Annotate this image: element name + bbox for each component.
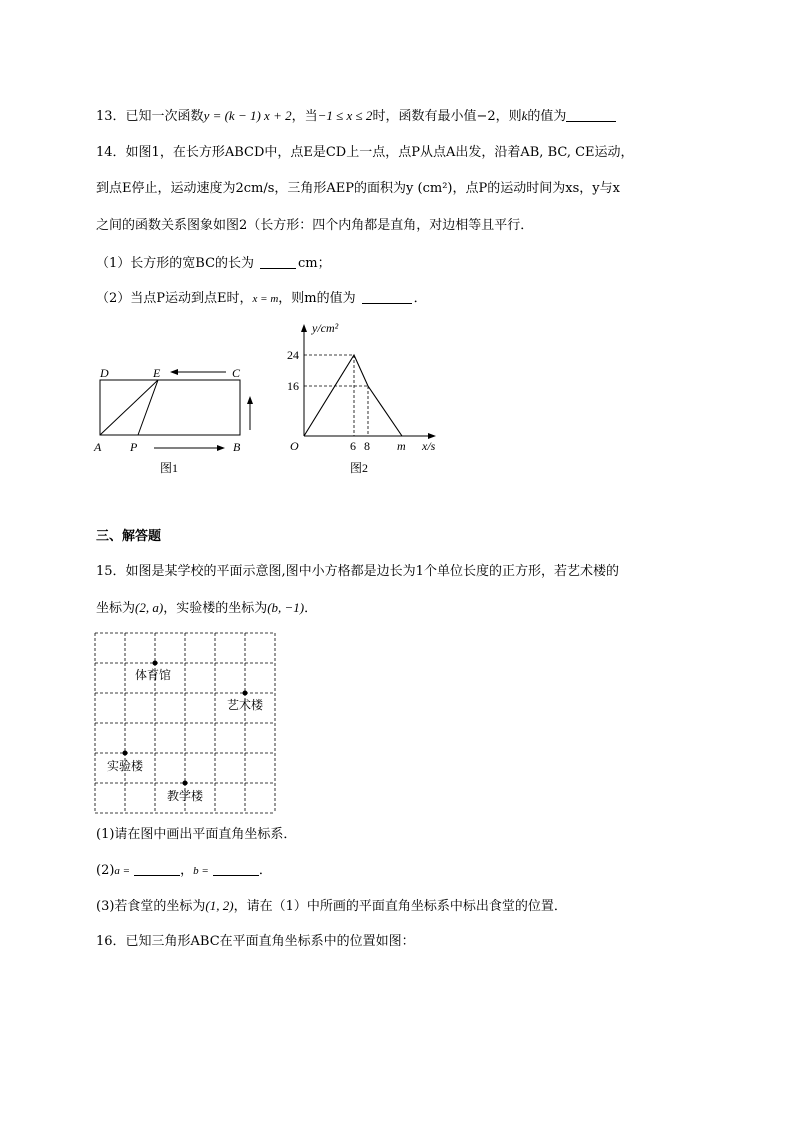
q15-sub3-text-b: ，请在（1）中所画的平面直角坐标系中标出食堂的位置． (233, 899, 567, 914)
art-building-point (243, 691, 248, 696)
y-axis-label: y/cm² (312, 321, 339, 335)
question-16 (96, 933, 415, 951)
rect-abcd (100, 380, 240, 435)
q15-lab-coord: (b, −1) (267, 600, 305, 615)
q14-sub1-unit: cm； (298, 256, 331, 271)
q13-text-d: ，则 (495, 109, 522, 124)
q15-line2-c: ． (304, 601, 318, 616)
q13-min-value: −2 (476, 109, 496, 124)
origin-label: O (290, 439, 299, 453)
q15-number: 15． (96, 564, 126, 579)
x-tick-8: 8 (364, 439, 370, 453)
label-a: A (94, 440, 102, 454)
gym-point (153, 661, 158, 666)
question-14-line-3: 之间的函数关系图象如图2（长方形：四个内角都是直角，对边相等且平行． (96, 218, 534, 233)
question-15-sub-3 (96, 897, 567, 916)
teaching-building-point (183, 781, 188, 786)
segment-ae (100, 380, 158, 435)
q15-sub2-label: (2) (96, 863, 115, 878)
teaching-building-label: 教学楼 (167, 789, 204, 803)
arrow-bc-head (247, 396, 253, 404)
q16-number: 16． (96, 934, 126, 949)
x-axis-label: x/s (422, 439, 436, 453)
q13-text-c: 时，函数有最小值 (372, 109, 477, 124)
q15-art-coord: (2, a) (135, 600, 164, 615)
lab-building-label: 实验楼 (107, 759, 144, 773)
q15-sub2-comma: ， (180, 863, 194, 878)
art-building-label: 艺术楼 (227, 698, 264, 712)
q14-sub1-blank[interactable] (260, 254, 296, 269)
fig2-caption: 图2 (350, 461, 369, 475)
label-b: B (233, 440, 241, 454)
y-tick-24: 24 (287, 348, 299, 362)
q13-number: 13． (96, 109, 126, 124)
q13-answer-blank[interactable] (566, 107, 616, 122)
arrow-ab-head (217, 445, 225, 451)
question-14-line-1 (96, 144, 634, 162)
q15-line1: 如图是某学校的平面示意图,图中小方格都是边长为1个单位长度的正方形，若艺术楼的 (125, 564, 619, 579)
question-14-sub-2 (96, 289, 427, 308)
fig1-caption: 图1 (160, 461, 179, 475)
grid-lines (95, 633, 275, 813)
gym-label: 体育馆 (135, 668, 172, 682)
q14-sub2-text-a: （2）当点P运动到点E时， (96, 291, 253, 306)
label-p: P (130, 440, 138, 454)
y-axis-arrow (301, 324, 307, 332)
x-tick-6: 6 (350, 439, 356, 453)
x-tick-m: m (397, 439, 406, 453)
q13-k: k (521, 108, 528, 123)
q13-text-e: 的值为 (527, 109, 567, 124)
figure-2 (284, 318, 454, 480)
q14-sub1-text: （1）长方形的宽BC的长为 (96, 256, 255, 271)
figure-1 (92, 360, 262, 480)
q14-sub2-blank[interactable] (362, 289, 412, 304)
question-15-sub-1: (1)请在图中画出平面直角坐标系． (96, 827, 297, 842)
q13-text-b: ，当 (291, 109, 318, 124)
arrow-ce-head (170, 369, 178, 375)
q14-number: 14． (96, 145, 126, 160)
q15-sub2-a-var: a = (114, 865, 131, 877)
q15-sub3-coord: (1, 2) (205, 898, 234, 913)
q14-line1: 如图1，在长方形ABCD中，点E是CD上一点，点P从点A出发，沿着AB, BC, CE运动， (125, 145, 634, 160)
question-14-sub-1 (96, 254, 331, 273)
segment-ep (138, 380, 158, 435)
lab-building-point (123, 751, 128, 756)
q16-text: 已知三角形ABC在平面直角坐标系中的位置如图： (125, 934, 415, 949)
section-3-title: 三、解答题 (96, 529, 162, 544)
question-15-line-2 (96, 599, 317, 618)
y-tick-16: 16 (287, 379, 299, 393)
label-e: E (153, 366, 161, 380)
q15-sub2-b-var: b = (193, 865, 209, 877)
q15-line2-a: 坐标为 (96, 601, 136, 616)
q13-formula: y = (k − 1) x + 2 (203, 108, 292, 123)
question-15-sub-2 (96, 861, 272, 880)
question-14-line-2: 到点E停止，运动速度为2cm/s，三角形AEP的面积为y (cm²)，点P的运动时间为xs，y与x (96, 181, 620, 196)
q15-b-blank[interactable] (213, 861, 259, 876)
q14-sub2-eq: x = m (252, 293, 279, 305)
q14-sub2-end: ． (413, 291, 427, 306)
q13-range: −1 ≤ x ≤ 2 (317, 108, 373, 123)
q14-sub2-text-b: ，则m的值为 (278, 291, 356, 306)
school-map-grid[interactable] (94, 632, 278, 814)
label-d: D (100, 366, 109, 380)
graph-line (304, 355, 402, 436)
q15-sub2-end: ． (258, 863, 272, 878)
q15-a-blank[interactable] (134, 861, 180, 876)
q15-line2-b: ，实验楼的坐标为 (163, 601, 268, 616)
q13-text-a: 已知一次函数 (125, 109, 204, 124)
question-15-line-1 (96, 563, 619, 581)
q15-sub3-text-a: (3)若食堂的坐标为 (96, 899, 206, 914)
label-c: C (232, 366, 241, 380)
question-13 (96, 107, 616, 126)
